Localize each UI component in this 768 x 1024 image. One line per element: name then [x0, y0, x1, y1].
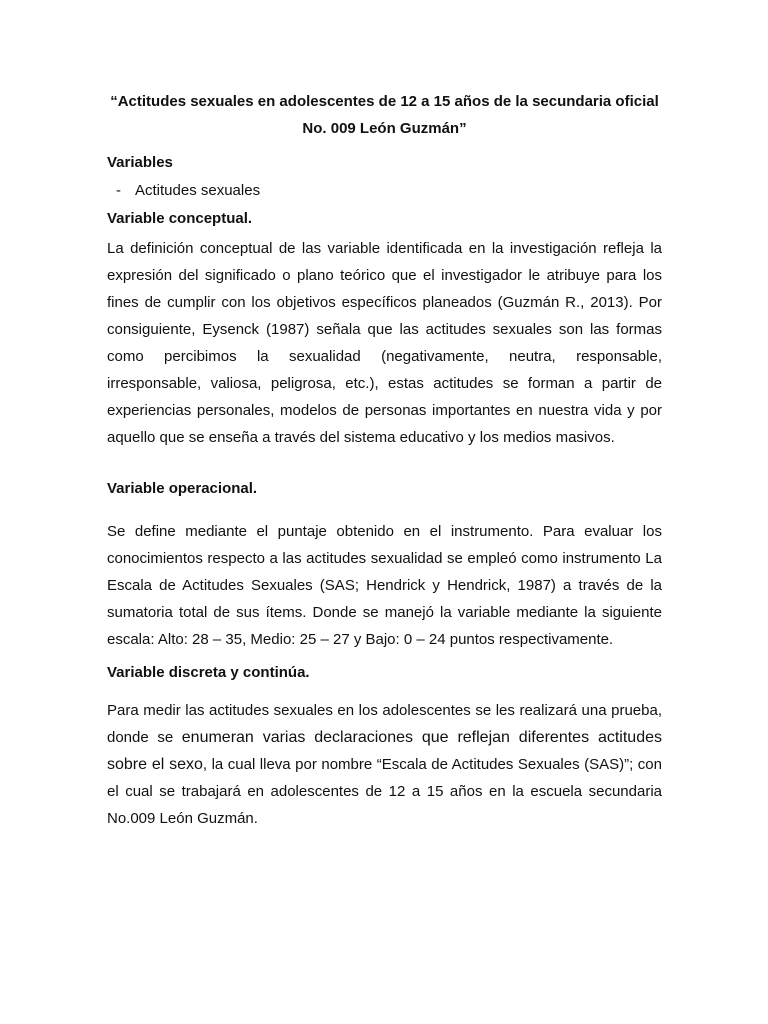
discrete-text-end: , la cual lleva por nombre “Escala de Actitudes Sexuales (SAS)”; con el cual se trabajará en adolescentes de 12 a 15 años en la escuela secundaria No.009 León Guzmán. [107, 756, 662, 827]
document-title [107, 88, 662, 142]
title-line-2: No. 009 León Guzmán” [302, 120, 467, 137]
operational-heading: Variable operacional. [107, 480, 258, 497]
document-page [107, 88, 662, 832]
title-line-1: “Actitudes sexuales en adolescentes de 12 a 15 años de la secundaria oficial [110, 93, 659, 110]
bullet-dash: - [116, 182, 121, 199]
variables-heading: Variables [107, 154, 173, 171]
operational-paragraph: Se define mediante el puntaje obtenido en el instrumento. Para evaluar los conocimientos respecto a las actitudes sexualidad se empleó como instrumento La Escala de Actitudes Sexuales (SAS; Hendrick y Hendrick, 1987) a través de la sumatoria total de sus ítems. Donde se manejó la variable mediante la siguiente escala: Alto: 28 – 35, Medio: 25 – 27 y Bajo: 0 – 24 puntos respectivamente. [107, 523, 662, 648]
variables-list-item [107, 181, 662, 201]
discrete-text-emphasis: enumeran varias declaraciones que reflejan diferentes actitudes sobre el sexo [107, 729, 662, 773]
conceptual-paragraph: La definición conceptual de las variable identificada en la investigación refleja la expresión del significado o plano teórico que el investigador le atribuye para los fines de cumplir con los objetivos específicos planeados (Guzmán R., 2013). Por consiguiente, Eysenck (1987) señala que las actitudes sexuales son las formas como percibimos la sexualidad (negativamente, neutra, responsable, irresponsable, valiosa, peligrosa, etc.), estas actitudes se forman a partir de experiencias personales, modelos de personas importantes en nuestra vida y por aquello que se enseña a través del sistema educativo y los medios masivos. [107, 240, 662, 446]
conceptual-heading: Variable conceptual. [107, 210, 253, 227]
discrete-heading: Variable discreta y continúa. [107, 664, 310, 681]
discrete-paragraph [107, 697, 662, 832]
variables-item-label: Actitudes sexuales [135, 182, 261, 199]
discrete-text-start: Para medir las actitudes sexuales en los adolescentes se les realizará una prueba, donde se [107, 702, 662, 746]
